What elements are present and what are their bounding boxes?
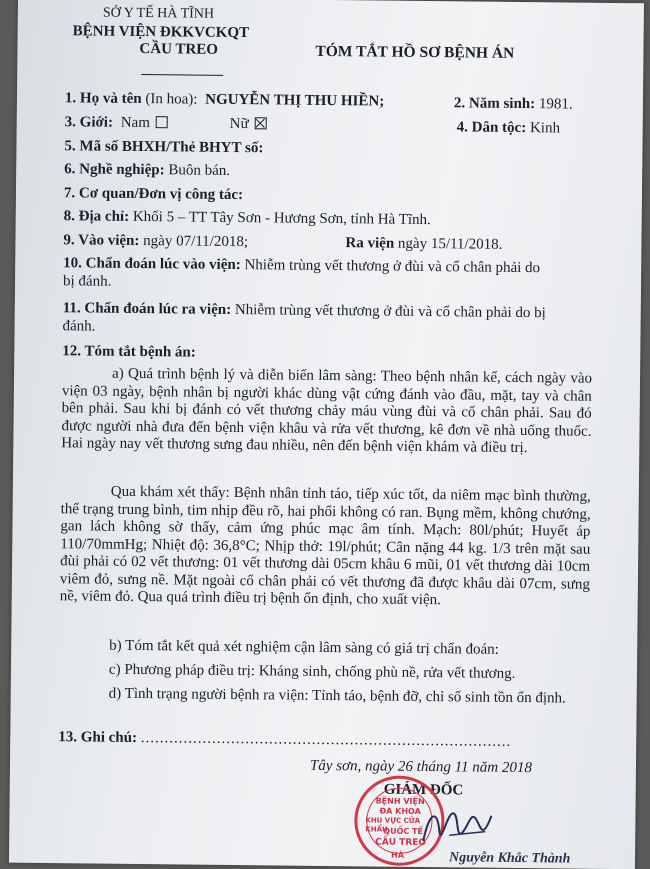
field-occupation: 6. Nghề nghiệp: Buôn bán.: [64, 161, 231, 179]
field-diagnosis-admission-cont: bị đánh.: [62, 273, 112, 290]
field-admission: 9. Vào viện: ngày 07/11/2018;: [63, 232, 249, 251]
field-diagnosis-discharge: 11. Chẩn đoán lúc ra viện: Nhiễm trùng vết thương ở đùi và cổ chân phải do bị: [62, 300, 546, 322]
summary-examination: Qua khám xét thấy: Bệnh nhân tỉnh táo, tiếp xúc tốt, da niêm mạc bình thường, thể trạng trung bình, tim nhịp đều rõ, hai phổi không có ran. Bụng mềm, không chướng, gan lách không sờ thấy, cảm ứng phúc mạc âm tính. Mạch: 80l/phút; Huyết áp 110/70mmHg; Nhiệt độ: 36,8°C; Nhịp thở: 19l/phút; Cân nặng 44 kg. 1/3 trên mặt sau đùi phải có 02 vết thương: 01 vết thương dài 05cm khâu 6 mũi, 01 vết thương dài 10cm viêm đỏ, sưng nề. Mặt ngoài cổ chân phải có vết thương đã được khâu dài 07cm, sưng nề, viêm đỏ. Qua quá trình điều trị bệnh ổn định, cho xuất viện.: [59, 483, 591, 609]
header-underline: [141, 74, 223, 76]
org-hospital: BỆNH VIỆN ĐKKVCKQT: [72, 23, 250, 42]
signer-title: GIÁM ĐỐC: [383, 781, 464, 799]
document-title: TÓM TẮT HỒ SƠ BỆNH ÁN: [315, 42, 515, 62]
summary-clinical-course: a) Quá trình bệnh lý và diễn biến lâm sàng: Theo bệnh nhân kể, cách ngày vào viện 03 ngày, bệnh nhân bị người khác dùng vật cứng đánh vào đầu, mặt, tay và chân bên phải. Sau khi bị đánh có vết thương chảy máu vùng đùi và cổ chân phải. Sau đó được người nhà đưa đến bệnh viện khâu và rửa vết thương, kê đơn về nhà uống thuốc. Hai ngày nay vết thương sưng đau nhiều, nên đến bệnh viện khám và điều trị.: [61, 365, 593, 457]
field-summary-heading: 12. Tóm tắt bệnh án:: [62, 343, 196, 361]
field-notes: 13. Ghi chú: ..............................................................................: [58, 729, 512, 750]
field-workplace: 7. Cơ quan/Đơn vị công tác:: [63, 185, 244, 204]
field-discharge: Ra viện ngày 15/11/2018.: [345, 235, 503, 253]
field-gender: 3. Giới: Nam Nữ: [65, 113, 267, 133]
field-address: 8. Địa chỉ: Khối 5 – TT Tây Sơn - Hương Sơn, tỉnh Hà Tĩnh.: [63, 208, 431, 229]
document-page: [9, 0, 644, 869]
official-stamp: BỆNH VIỆN ĐA KHOA KHU VỰC CỬA KHẨU QUỐC TẾ CẦU TREO HÀ: [354, 775, 445, 866]
field-ethnicity: 4. Dân tộc: Kinh: [456, 119, 561, 137]
signer-name: Nguyễn Khắc Thành: [448, 850, 571, 867]
field-diagnosis-admission: 10. Chẩn đoán lúc vào viện: Nhiễm trùng vết thương ở đùi và cổ chân phải do: [63, 255, 541, 277]
summary-treatment: c) Phương pháp điều trị: Kháng sinh, chống phù nề, rửa vết thương.: [108, 661, 516, 682]
field-birth-year: 2. Năm sinh: 1981.: [453, 95, 573, 113]
field-diagnosis-discharge-cont: đánh.: [62, 318, 96, 335]
summary-lab-results: b) Tóm tắt kết quả xét nghiệm cận lâm sàng có giá trị chẩn đoán:: [109, 637, 499, 658]
field-name: 1. Họ và tên (In hoa): NGUYỄN THỊ THU HIỀN;: [64, 90, 385, 110]
checkbox-female-checked: [255, 117, 267, 129]
checkbox-male: [156, 116, 168, 128]
org-department: SỞ Y TẾ HÀ TĨNH: [102, 5, 215, 22]
summary-discharge-status: d) Tình trạng người bệnh ra viện: Tỉnh táo, bệnh đỡ, chỉ số sinh tồn ổn định.: [108, 685, 566, 707]
place-date: Tây sơn, ngày 26 tháng 11 năm 2018: [309, 757, 532, 777]
org-location: CẦU TREO: [139, 40, 219, 58]
signature-icon: [419, 801, 500, 852]
field-insurance: 5. Mã số BHXH/Thẻ BHYT số:: [64, 138, 264, 157]
